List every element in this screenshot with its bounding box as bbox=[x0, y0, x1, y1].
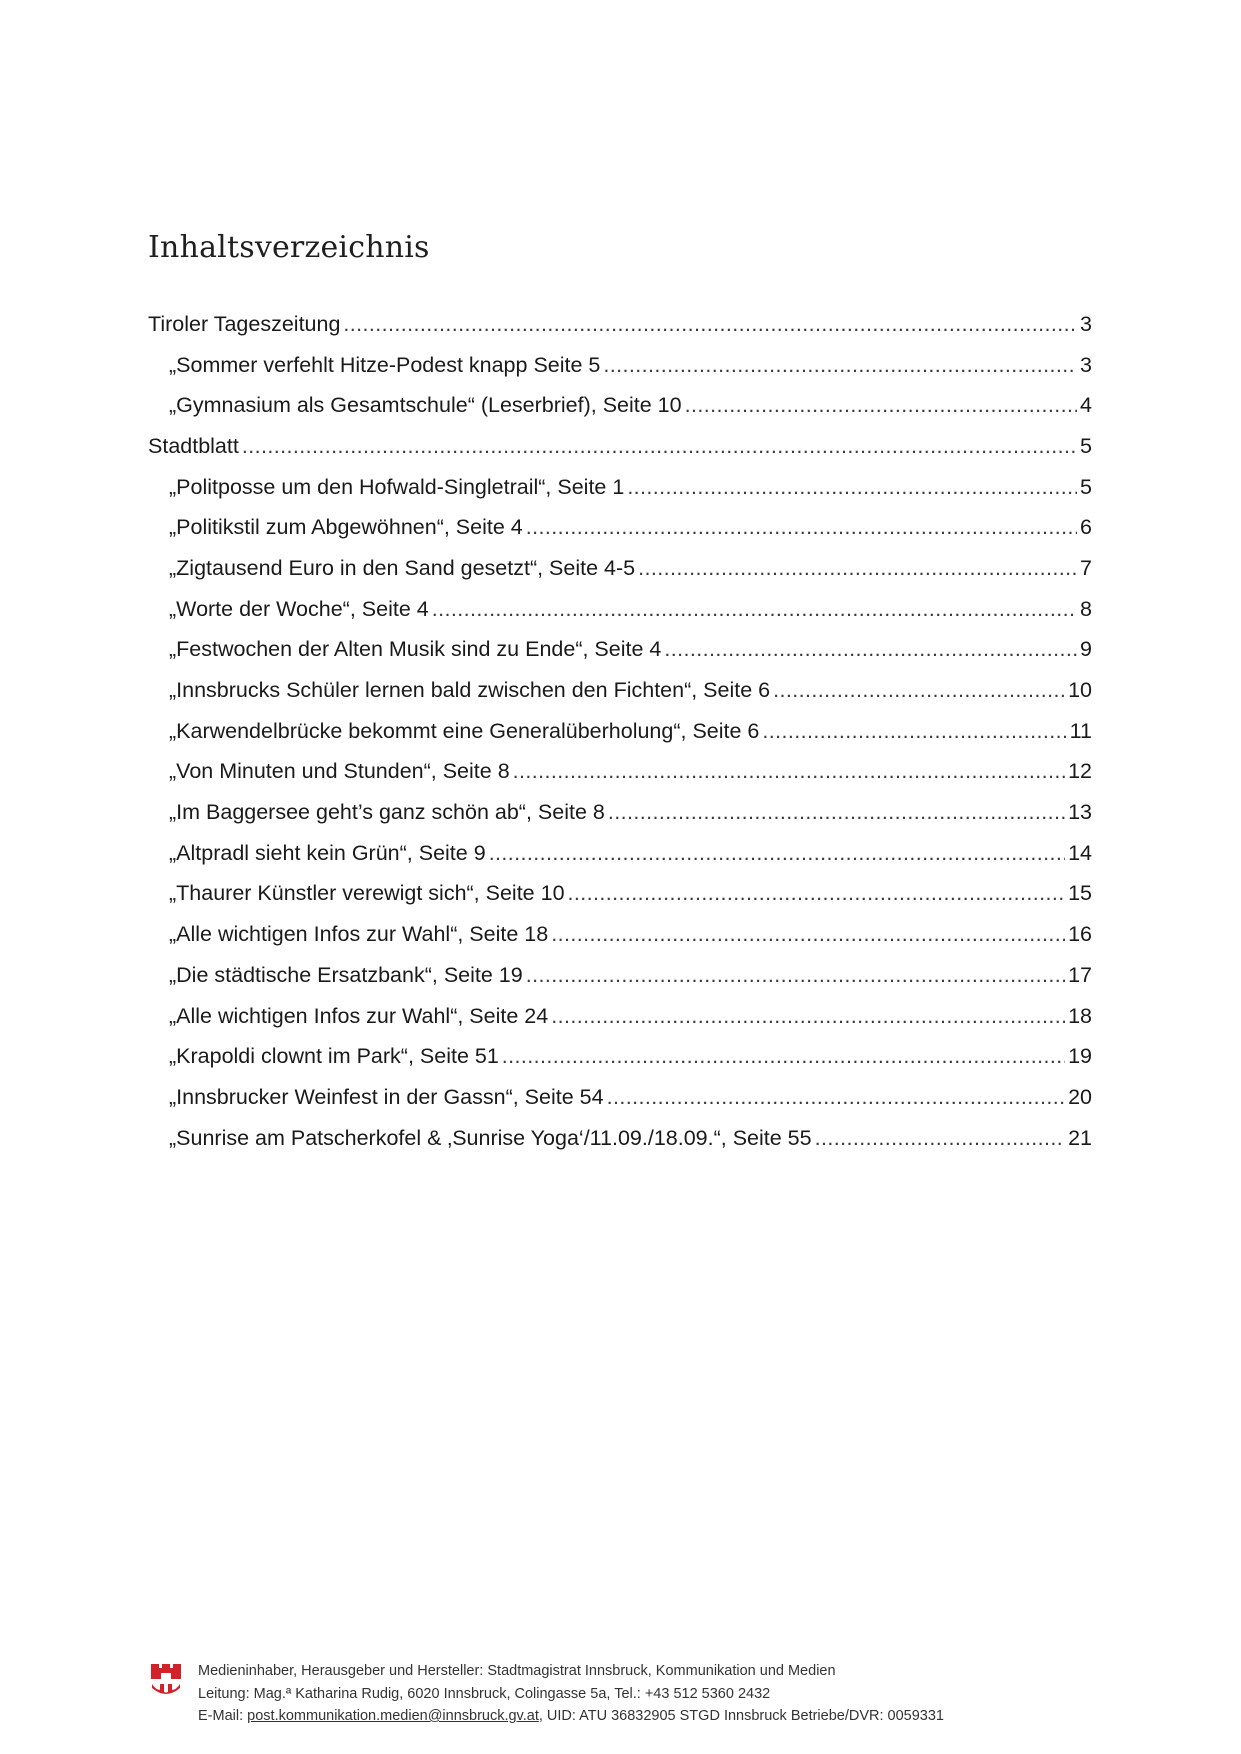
toc-page-number: 5 bbox=[1080, 474, 1092, 499]
toc-dot-leader bbox=[551, 922, 1065, 947]
toc-article-entry[interactable] bbox=[148, 670, 1092, 711]
toc-dot-leader bbox=[432, 597, 1077, 622]
toc-page-number: 8 bbox=[1080, 596, 1092, 621]
toc-article-entry[interactable] bbox=[148, 1118, 1092, 1159]
toc-page-number: 17 bbox=[1068, 962, 1092, 987]
toc-dot-leader bbox=[343, 312, 1077, 337]
toc-dot-leader bbox=[551, 1004, 1065, 1029]
footer-email-link[interactable]: post.kommunikation.medien@innsbruck.gv.at bbox=[247, 1708, 539, 1724]
toc-dot-leader bbox=[242, 434, 1077, 459]
toc-entry-title: „Worte der Woche“, Seite 4 bbox=[169, 596, 429, 621]
toc-dot-leader bbox=[664, 637, 1077, 662]
toc-page-number: 15 bbox=[1068, 881, 1092, 906]
toc-article-entry[interactable] bbox=[148, 507, 1092, 548]
toc-entry-title: „Alle wichtigen Infos zur Wahl“, Seite 24 bbox=[169, 1003, 549, 1028]
toc-dot-leader bbox=[526, 515, 1077, 540]
toc-dot-leader bbox=[568, 881, 1066, 906]
footer-registry-info: , UID: ATU 36832905 STGD Innsbruck Betriebe/DVR: 0059331 bbox=[538, 1708, 944, 1724]
toc-article-entry[interactable] bbox=[148, 345, 1092, 386]
toc-entry-title: „Krapoldi clownt im Park“, Seite 51 bbox=[169, 1044, 499, 1069]
toc-page-number: 19 bbox=[1068, 1044, 1092, 1069]
toc-page-number: 20 bbox=[1068, 1084, 1092, 1109]
toc-entry-title: „Die städtische Ersatzbank“, Seite 19 bbox=[169, 962, 523, 987]
footer-email-label: E-Mail: bbox=[198, 1708, 248, 1724]
toc-page-number: 9 bbox=[1080, 637, 1092, 662]
toc-entry-title: „Innsbrucks Schüler lernen bald zwischen den Fichten“, Seite 6 bbox=[169, 678, 771, 703]
toc-dot-leader bbox=[489, 841, 1065, 866]
toc-entry-title: „Politikstil zum Abgewöhnen“, Seite 4 bbox=[169, 515, 523, 540]
toc-entry-title: „Im Baggersee geht’s ganz schön ab“, Seite 8 bbox=[169, 800, 605, 825]
toc-article-entry[interactable] bbox=[148, 792, 1092, 833]
toc-page-number: 7 bbox=[1080, 555, 1092, 580]
toc-entry-title: „Sunrise am Patscherkofel & ‚Sunrise Yoga‘/11.09./18.09.“, Seite 55 bbox=[169, 1125, 812, 1150]
toc-article-entry[interactable] bbox=[148, 711, 1092, 752]
toc-dot-leader bbox=[502, 1044, 1065, 1069]
toc-article-entry[interactable] bbox=[148, 589, 1092, 630]
toc-page-number: 5 bbox=[1080, 433, 1092, 458]
toc-article-entry[interactable] bbox=[148, 914, 1092, 955]
toc-dot-leader bbox=[513, 759, 1065, 784]
toc-entry-title: „Zigtausend Euro in den Sand gesetzt“, Seite 4-5 bbox=[169, 555, 636, 580]
toc-page-number: 21 bbox=[1068, 1125, 1092, 1150]
toc-entry-title: Tiroler Tageszeitung bbox=[148, 311, 341, 336]
toc-page-number: 6 bbox=[1080, 515, 1092, 540]
toc-article-entry[interactable] bbox=[148, 548, 1092, 589]
toc-article-entry[interactable] bbox=[148, 630, 1092, 671]
toc-dot-leader bbox=[638, 556, 1077, 581]
toc-page-number: 3 bbox=[1080, 311, 1092, 336]
toc-entry-title: „Altpradl sieht kein Grün“, Seite 9 bbox=[169, 840, 486, 865]
toc-entry-title: Stadtblatt bbox=[148, 433, 239, 458]
toc-article-entry[interactable] bbox=[148, 1036, 1092, 1077]
toc-entry-title: „Festwochen der Alten Musik sind zu Ende“, Seite 4 bbox=[169, 637, 662, 662]
footer-publisher-line: Medieninhaber, Herausgeber und Hersteller: Stadtmagistrat Innsbruck, Kommunikation und Medien bbox=[198, 1663, 836, 1679]
toc-section-entry[interactable] bbox=[148, 304, 1092, 345]
toc-article-entry[interactable] bbox=[148, 996, 1092, 1037]
toc-page-number: 14 bbox=[1068, 840, 1092, 865]
page-title: Inhaltsverzeichnis bbox=[148, 230, 430, 265]
toc-dot-leader bbox=[773, 678, 1065, 703]
table-of-contents bbox=[148, 304, 1092, 1158]
toc-article-entry[interactable] bbox=[148, 385, 1092, 426]
toc-entry-title: „Innsbrucker Weinfest in der Gassn“, Seite 54 bbox=[169, 1084, 604, 1109]
innsbruck-logo-icon bbox=[150, 1662, 182, 1702]
toc-dot-leader bbox=[608, 800, 1065, 825]
toc-page-number: 13 bbox=[1068, 800, 1092, 825]
toc-dot-leader bbox=[526, 963, 1065, 988]
toc-dot-leader bbox=[603, 353, 1077, 378]
toc-article-entry[interactable] bbox=[148, 955, 1092, 996]
toc-page-number: 11 bbox=[1069, 718, 1092, 743]
toc-entry-title: „Alle wichtigen Infos zur Wahl“, Seite 18 bbox=[169, 922, 549, 947]
toc-entry-title: „Thaurer Künstler verewigt sich“, Seite 10 bbox=[169, 881, 565, 906]
toc-dot-leader bbox=[815, 1126, 1065, 1151]
toc-dot-leader bbox=[607, 1085, 1066, 1110]
toc-article-entry[interactable] bbox=[148, 833, 1092, 874]
footer-contact-line: Leitung: Mag.ª Katharina Rudig, 6020 Innsbruck, Colingasse 5a, Tel.: +43 512 5360 2432 bbox=[198, 1685, 771, 1702]
toc-article-entry[interactable] bbox=[148, 874, 1092, 915]
toc-dot-leader bbox=[627, 475, 1077, 500]
toc-page-number: 4 bbox=[1080, 393, 1092, 418]
toc-section-entry[interactable] bbox=[148, 426, 1092, 467]
toc-page-number: 10 bbox=[1068, 678, 1092, 703]
toc-entry-title: „Sommer verfehlt Hitze-Podest knapp Seite 5 bbox=[169, 352, 601, 377]
toc-entry-title: „Gymnasium als Gesamtschule“ (Leserbrief), Seite 10 bbox=[169, 393, 682, 418]
toc-article-entry[interactable] bbox=[148, 1077, 1092, 1118]
toc-page-number: 3 bbox=[1080, 352, 1092, 377]
toc-entry-title: „Karwendelbrücke bekommt eine Generalüberholung“, Seite 6 bbox=[169, 718, 760, 743]
toc-entry-title: „Von Minuten und Stunden“, Seite 8 bbox=[169, 759, 510, 784]
toc-entry-title: „Politposse um den Hofwald-Singletrail“, Seite 1 bbox=[169, 474, 625, 499]
footer-imprint bbox=[198, 1660, 944, 1728]
toc-dot-leader bbox=[762, 719, 1066, 744]
footer-email-line bbox=[198, 1705, 944, 1728]
toc-page-number: 18 bbox=[1068, 1003, 1092, 1028]
toc-page-number: 12 bbox=[1068, 759, 1092, 784]
toc-page-number: 16 bbox=[1068, 922, 1092, 947]
toc-dot-leader bbox=[685, 393, 1077, 418]
toc-article-entry[interactable] bbox=[148, 467, 1092, 508]
toc-article-entry[interactable] bbox=[148, 752, 1092, 793]
